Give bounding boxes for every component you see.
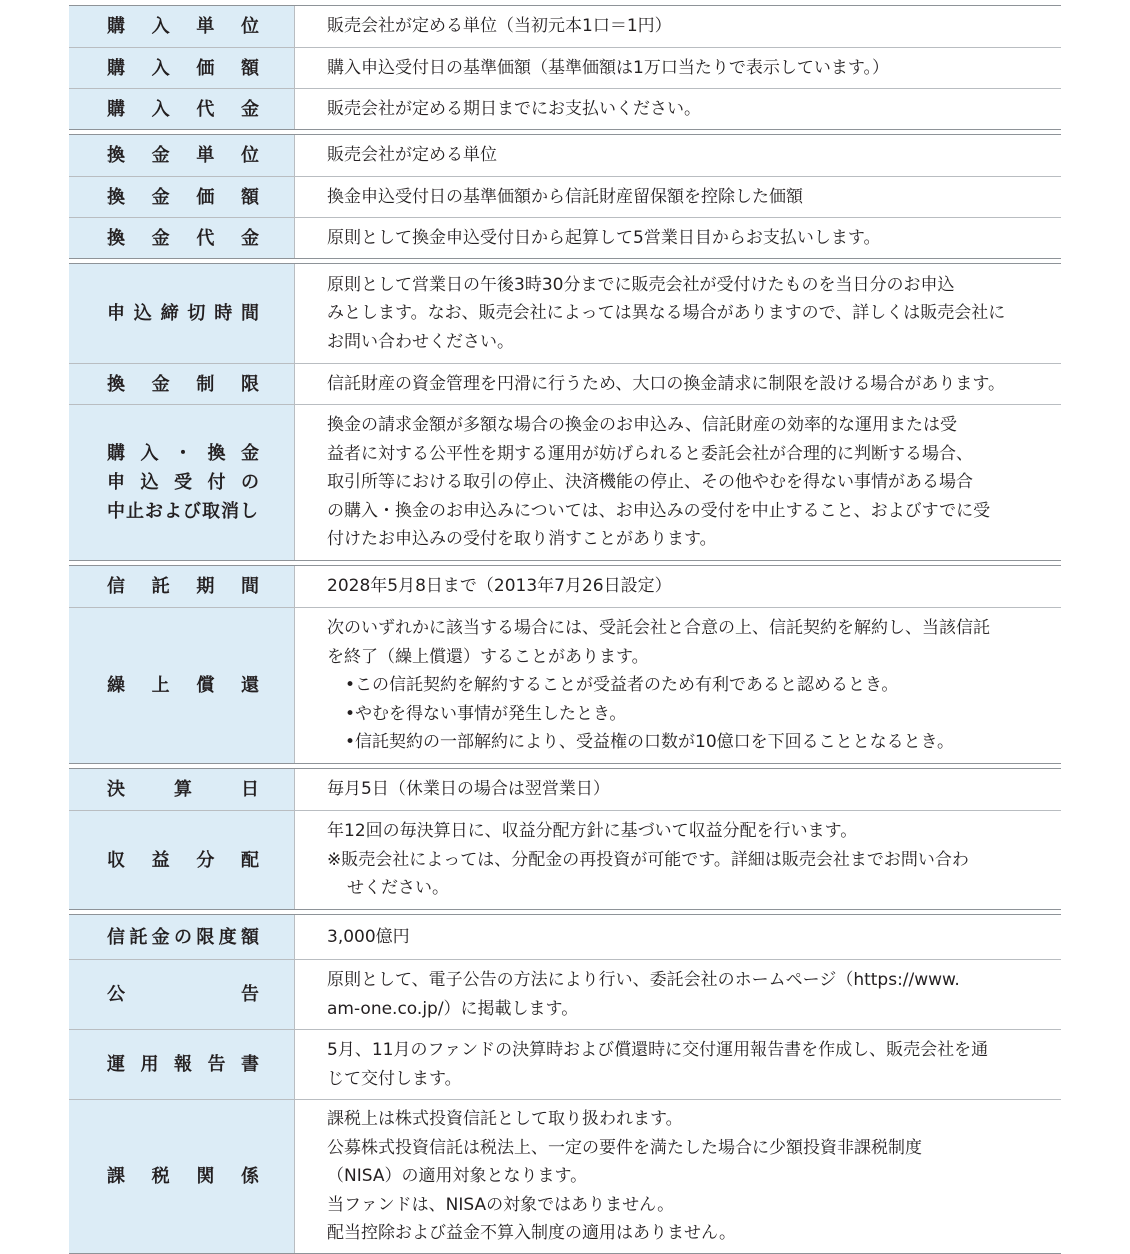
label-char: 配 [240, 849, 260, 871]
label-char: 関 [196, 1166, 216, 1187]
value-line: 取引所等における取引の停止、決済機能の停止、その他やむを得ない事情がある場合 [327, 472, 973, 493]
label-char: 書 [241, 1054, 260, 1075]
label-char: 告 [207, 1054, 227, 1075]
table-row [69, 88, 1061, 129]
label-char: 購 [107, 98, 126, 120]
row-label [69, 960, 295, 1029]
label-char: 託 [151, 576, 171, 597]
value-line: 益者に対する公平性を期する運用が妨げられると委託会社が合理的に判断する場合、 [327, 443, 973, 464]
value-line: 年12回の毎決算日に、収益分配方針に基づいて収益分配を行います。 [327, 821, 858, 842]
label-char: 価 [196, 57, 216, 79]
application-group [69, 263, 1061, 561]
label-char: 運 [107, 1054, 126, 1075]
label-char: 金 [241, 443, 260, 464]
settlement-group [69, 768, 1061, 910]
value-line: 3,000億円 [327, 926, 410, 947]
row-value [295, 608, 1061, 763]
table-row [69, 363, 1061, 404]
value-line: せください。 [347, 878, 449, 899]
label-char: 額 [240, 57, 260, 79]
value-line: じて交付します。 [327, 1068, 462, 1089]
value-line: 販売会社が定める単位（当初元本1口＝1円） [327, 16, 672, 37]
label-char: 換 [107, 373, 126, 395]
value-line: ※販売会社によっては、分配金の再投資が可能です。詳細は販売会社までお問い合わ [327, 849, 969, 870]
value-line: 付けたお申込みの受付を取り消すことがあります。 [327, 529, 717, 550]
label-char: 時 [214, 303, 234, 324]
label-char: 繰 [107, 675, 126, 696]
row-value [295, 405, 1061, 560]
table-row [69, 1099, 1061, 1253]
value-line: 課税上は株式投資信託として取り扱われます。 [327, 1109, 683, 1130]
label-char: 金 [151, 926, 171, 948]
value-line: 購入申込受付日の基準価額（基準価額は1万口当たりで表示しています。） [327, 57, 889, 78]
table-row [69, 959, 1061, 1029]
label-char: 信 [107, 926, 126, 948]
label-char: 間 [240, 303, 260, 324]
label-char: 金 [151, 373, 171, 395]
value-line: 換金の請求金額が多額な場合の換金のお申込み、信託財産の効率的な運用または受 [327, 415, 958, 436]
row-label [69, 364, 295, 404]
row-label [69, 608, 295, 763]
label-char: 託 [129, 926, 149, 948]
label-char: 償 [196, 675, 216, 696]
label-char: 購 [107, 443, 126, 464]
label-char: の [173, 926, 193, 948]
value-line: 信託財産の資金管理を円滑に行うため、大口の換金請求に制限を設ける場合があります。 [327, 373, 1005, 394]
row-value [295, 89, 1061, 129]
label-char: 信 [107, 576, 126, 597]
row-label [69, 915, 295, 959]
row-value [295, 135, 1061, 176]
row-value [295, 960, 1061, 1029]
redemption-group [69, 134, 1061, 259]
label-line [107, 439, 260, 468]
label-char: 公 [107, 984, 126, 1005]
label-char: 税 [151, 1166, 171, 1187]
trust-period-group [69, 565, 1061, 764]
label-char: 価 [196, 186, 216, 208]
label-char: 金 [151, 227, 171, 249]
label-char: 単 [196, 16, 216, 37]
row-label [69, 1100, 295, 1253]
label-char: 込 [140, 472, 160, 493]
row-label [69, 566, 295, 607]
label-char: 金 [151, 186, 171, 208]
label-char: 還 [240, 675, 260, 696]
table-row [69, 47, 1061, 88]
table-row [69, 135, 1061, 176]
value-line: （NISA）の適用対象となります。 [327, 1166, 588, 1187]
value-line: 2028年5月8日まで（2013年7月26日設定） [327, 576, 672, 597]
label-char: 算 [174, 779, 193, 800]
label-char: 金 [240, 227, 260, 249]
label-char: 限 [240, 373, 260, 395]
value-line: 換金申込受付日の基準価額から信託財産留保額を控除した価額 [327, 186, 803, 207]
row-value [295, 1100, 1061, 1253]
row-value [295, 811, 1061, 909]
row-label [69, 6, 295, 47]
row-value [295, 915, 1061, 959]
row-value [295, 177, 1061, 217]
row-value [295, 364, 1061, 404]
table-row [69, 915, 1061, 959]
table-row [69, 264, 1061, 363]
row-value [295, 1030, 1061, 1099]
value-line: 毎月5日（休業日の場合は翌営業日） [327, 779, 610, 800]
label-char: 決 [107, 779, 126, 800]
row-value [295, 218, 1061, 258]
row-label [69, 89, 295, 129]
label-char: 金 [240, 98, 260, 120]
label-char: 入 [151, 16, 171, 37]
value-line: 原則として、電子公告の方法により行い、委託会社のホームページ（https://www. [327, 969, 960, 990]
label-char: 告 [241, 984, 260, 1005]
value-line: 原則として換金申込受付日から起算して5営業日目からお支払いします。 [327, 227, 881, 248]
row-value [295, 264, 1061, 363]
label-char: 購 [107, 16, 126, 37]
label-char: 益 [151, 849, 171, 871]
row-label [69, 811, 295, 909]
label-char: 単 [196, 145, 216, 166]
value-line: の購入・換金のお申込みについては、お申込みの受付を中止すること、およびすでに受 [327, 500, 991, 521]
label-char: の [241, 472, 260, 493]
table-row [69, 810, 1061, 909]
row-value [295, 48, 1061, 88]
label-char: 日 [241, 779, 260, 800]
label-char: 位 [240, 145, 260, 166]
row-label [69, 264, 295, 363]
row-label [69, 769, 295, 810]
label-line [107, 497, 260, 526]
value-line: 原則として営業日の午後3時30分までに販売会社が受付けたものを当日分のお申込 [327, 274, 955, 295]
label-char: 間 [240, 576, 260, 597]
row-label [69, 135, 295, 176]
label-char: 分 [196, 849, 216, 871]
bullet-item: •この信託契約を解約することが受益者のため有利であると認めるとき。 [345, 675, 899, 696]
label-char: 代 [196, 98, 216, 120]
label-char: 購 [107, 57, 126, 79]
label-char: 入 [151, 57, 171, 79]
other-group [69, 914, 1061, 1254]
purchase-group [69, 5, 1061, 130]
row-value [295, 769, 1061, 810]
label-char: 額 [240, 186, 260, 208]
label-char: 換 [107, 145, 126, 166]
value-line: 販売会社が定める期日までにお支払いください。 [327, 98, 701, 119]
label-char: 受 [174, 472, 193, 493]
value-line: 配当控除および益金不算入制度の適用はありません。 [327, 1223, 737, 1244]
value-line: お問い合わせください。 [327, 331, 514, 352]
table-row [69, 607, 1061, 763]
table-row [69, 1029, 1061, 1099]
label-char: 付 [207, 472, 227, 493]
row-value [295, 6, 1061, 47]
table-row [69, 769, 1061, 810]
label-char: 額 [240, 926, 260, 948]
label-char: 限 [196, 926, 216, 948]
row-label [69, 48, 295, 88]
value-line: 販売会社が定める単位 [327, 145, 497, 166]
table-row [69, 176, 1061, 217]
label-char: 度 [218, 926, 238, 948]
label-char: 用 [140, 1054, 160, 1075]
table-row [69, 6, 1061, 47]
row-label [69, 218, 295, 258]
label-text: 中止および取消し [107, 501, 259, 522]
value-line: みとします。なお、販売会社によっては異なる場合がありますので、詳しくは販売会社に [327, 303, 1006, 324]
label-char: 金 [151, 145, 171, 166]
row-label [69, 1030, 295, 1099]
label-char: 入 [140, 443, 160, 464]
label-char: 収 [107, 849, 126, 871]
label-char: 切 [187, 303, 207, 324]
label-char: 換 [207, 443, 227, 464]
value-line: 次のいずれかに該当する場合には、受託会社と合意の上、信託契約を解約し、当該信託 [327, 618, 990, 639]
fund-terms-table [69, 5, 1061, 1254]
label-char: 位 [240, 16, 260, 37]
label-char: 課 [107, 1166, 126, 1187]
table-row [69, 404, 1061, 560]
value-line: am-one.co.jp/）に掲載します。 [327, 998, 579, 1019]
label-char: 上 [151, 675, 171, 696]
label-char: 換 [107, 186, 126, 208]
table-row [69, 566, 1061, 607]
label-char: 係 [240, 1166, 260, 1187]
row-label [69, 405, 295, 560]
bullet-item: •やむを得ない事情が発生したとき。 [345, 703, 627, 724]
label-char: 期 [196, 576, 216, 597]
table-row [69, 217, 1061, 258]
label-char: 申 [107, 303, 126, 324]
label-char: 締 [160, 303, 180, 324]
label-char: ・ [174, 443, 193, 464]
label-char: 報 [174, 1054, 193, 1075]
label-char: 申 [107, 472, 126, 493]
value-line: 公募株式投資信託は税法上、一定の要件を満たした場合に少額投資非課税制度 [327, 1137, 922, 1158]
label-line [107, 468, 260, 497]
label-char: 代 [196, 227, 216, 249]
value-line: 5月、11月のファンドの決算時および償還時に交付運用報告書を作成し、販売会社を通 [327, 1039, 989, 1060]
label-char: 入 [151, 98, 171, 120]
row-value [295, 566, 1061, 607]
row-label [69, 177, 295, 217]
label-char: 制 [196, 373, 216, 395]
bullet-item: •信託契約の一部解約により、受益権の口数が10億口を下回ることとなるとき。 [345, 732, 954, 753]
value-line: を終了（繰上償還）することがあります。 [327, 646, 649, 667]
label-char: 換 [107, 227, 126, 249]
value-line: 当ファンドは、NISAの対象ではありません。 [327, 1194, 675, 1215]
label-char: 込 [133, 303, 153, 324]
